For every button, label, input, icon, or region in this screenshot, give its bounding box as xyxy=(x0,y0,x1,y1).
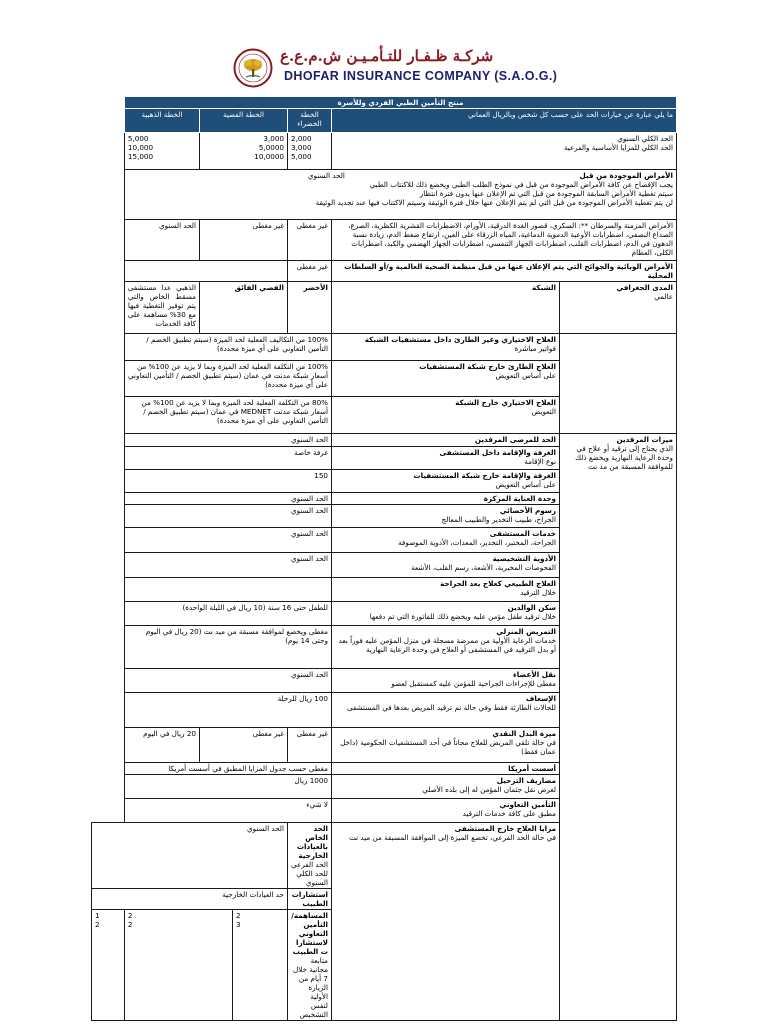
outpatient-limit-value: الحد السنوي xyxy=(92,823,288,889)
repatriation: مصاريف الترحيل لغرض نقل جثمان المؤمن له إلى بلده الأصلي xyxy=(332,775,560,799)
assist-america-value: مغطى حسب جدول المزايا المطبق في أسست أمريكا xyxy=(124,763,331,775)
plan-silver-values: 3,000 5,0000 10,0000 xyxy=(200,133,288,170)
doctor-consultations-value: حد العيادات الخارجية xyxy=(92,889,288,910)
cash-gold: 20 ريال في اليوم xyxy=(124,728,199,763)
cash-silver: غير مغطى xyxy=(200,728,288,763)
plan-green-header: الخطة الخضراء xyxy=(288,109,332,133)
elective-out-network: العلاج الاختياري خارج الشبكة التعويض xyxy=(332,397,560,434)
chronic-green: غير مغطى xyxy=(288,220,332,261)
geo-scope-cell: المدى الجغرافي عالمي xyxy=(560,282,677,334)
emergency-out-network: العلاج الطارئ خارج شبكة المستشفيات على أساس التعويض xyxy=(332,361,560,397)
assist-america: أسست أمريكا xyxy=(332,763,560,775)
table-title: منتج التأمين الطبي الفردي وللأسرة xyxy=(124,97,676,109)
copay-silver: 2 2 xyxy=(124,910,232,1021)
inpatient-benefits-cell: ميزات المرقدين الذي يحتاج إلى ترقيد أو علاج في وحدة الرعاية النهارية ويخضع ذلك للموافقة المسبقة من مد نت xyxy=(560,434,677,1021)
room-out-network: الغرفة والإقامة خارج شبكة المستشفيات على أساس التعويض xyxy=(332,470,560,493)
inpatient-limit-label: الحد للمرضى المرقدين xyxy=(332,434,560,447)
copay-green: 2 3 xyxy=(233,910,288,1021)
plan-gold-header: الخطة الذهبية xyxy=(124,109,199,133)
parent-accommodation-value: للطفل حتى 16 سنة (10 ريال في الليلة الواحدة) xyxy=(124,602,331,626)
benefits-table xyxy=(91,96,677,1021)
hospital-services: خدمات المستشفى الجراحة، المختبر، التخدير، المعدات، الأدوية الموصوفة xyxy=(332,528,560,553)
chronic-gold: الحد السنوي xyxy=(124,220,199,261)
company-logo-icon xyxy=(233,48,273,88)
epidemic-text: الأمراض الوبائية والجوائح التي يتم الإعلان عنها من قبل منظمة الصحية العالمية و/أو السلطات المحلية xyxy=(332,261,677,282)
annual-limit-label: الحد الكلي السنوي الحد الكلي للمزايا الأساسية والفرعية xyxy=(332,133,677,170)
elective-in-network: العلاج الاختياري وغير الطارئ داخل مستشفيات الشبكة فواتير مباشرة xyxy=(332,334,560,361)
outpatient-limit: الحد الخاص بالعيادات الخارجية الحد الفرعي للحد الكلي السنوي xyxy=(288,823,332,889)
copay-gold: 1 2 xyxy=(92,910,125,1021)
network-green: الأخضر xyxy=(288,282,332,334)
organ-transplant-value: الحد السنوي xyxy=(124,669,331,693)
elective-in-network-value: 100% من التكاليف الفعلية لحد الميزة (سيتم تطبيق الخصم / التأمين التعاوني على أي ميزة محددة) xyxy=(124,334,331,361)
icu-label: وحدة العناية المركزة xyxy=(332,493,560,505)
company-name-arabic: شركـة ظـفـار للتـأمـيـن ش.م.ع.ع xyxy=(280,47,494,65)
physiotherapy: العلاج الطبيعي كعلاج بعد الجراحة خلال الترقيد xyxy=(332,578,560,602)
ambulance: الإسعاف للحالات الطارئة فقط وفي حالة تم ترقيد المريض بعدها في المستشفى xyxy=(332,693,560,728)
network-label: الشبكة xyxy=(332,282,560,334)
room-out-network-value: 150 xyxy=(124,470,331,493)
repatriation-value: 1000 ريال xyxy=(124,775,331,799)
organ-transplant: نقل الأعضاء مغطى للإجراءات الجراحية للمؤمن عليه كمستقبل لعضو xyxy=(332,669,560,693)
plan-silver-header: الخطة الفضية xyxy=(200,109,288,133)
coinsurance: التأمين التعاوني مطبق على كافة خدمات الترقيد xyxy=(332,799,560,823)
network-gold: الذهبي عدا مستشفى مسقط الخاص والتي يتم توفير التغطية فيها مع 30% مساهمة على كافة الخدمات xyxy=(124,282,199,334)
letterhead xyxy=(0,42,768,92)
cash-benefit: ميزة البدل النقدي في حالة تلقي المريض للعلاج مجاناً في أحد المستشفيات الحكومية (داخل عمان فقط) xyxy=(332,728,560,763)
elective-out-network-value: 80% من التكلفة الفعلية لحد الميزة وبما لا يزيد عن 100% من أسعار شبكة مدنت MEDNET في عمان (سيتم تطبيق الخصم / التأمين التعاوني على أي ميزة محددة) xyxy=(124,397,331,434)
diagnostics: الأدوية التشخيصية الفحوصات المخبرية، الأشعة، رسم القلب، الأشعة xyxy=(332,553,560,578)
icu-value: الحد السنوي xyxy=(124,493,331,505)
table-subtitle: ما يلي عبارة عن خيارات الحد على حسب كل شخص وبالريال العماني xyxy=(332,109,677,133)
network-silver: الفضي الفائق xyxy=(200,282,288,334)
plan-gold-values: 5,000 10,000 15,000 xyxy=(124,133,199,170)
room-in-hospital: الغرفة والإقامة داخل المستشفى نوع الإقامة xyxy=(332,447,560,470)
preexisting-section: الأمراض الموجودة من قبل الحد السنوي يجب الإفصاح عن كافة الأمراض الموجودة من قبل في نموذج الطلب الطبي ويخضع ذلك للاكتتاب الطبي سيتم تغطية الأمراض السابقة الموجودة من قبل التي تم الإعلان عنها بدون فترة انتظار لن يتم تغطية الأمراض الموجودة من قبل التي لم يتم الإعلان عنها خلال فترة الوثيقة وسيتم الاكتتاب فيها عند تجديد الوثيقة xyxy=(124,170,676,220)
room-in-hospital-value: غرفة خاصة xyxy=(124,447,331,470)
specialist-fees-value: الحد السنوي xyxy=(124,505,331,528)
chronic-conditions-text: الأمراض المزمنة والسرطان **: السكري، قصور الغدة الدرقية، الأورام، الاضطرابات القشرية الكظرية، الصرع، الصداع النصفي، اضطرابات الأوعية الدموية الدماغية، المياه الزرقاء على العين، ارتفاع ضغط الدم، زيادة نسبة الدهون في الدم، اضطرابات القلب، اضطرابات الجهاز التنفسي، اضطرابات الجهاز الهضمي والكبد، اضطرابات الكلى، العظام xyxy=(332,220,677,261)
inpatient-limit-value: الحد السنوي xyxy=(124,434,331,447)
hospital-services-value: الحد السنوي xyxy=(124,528,331,553)
parent-accommodation: سكن الوالدين خلال ترقيد طفل مؤمن عليه ويخضع ذلك للفاتورة التي تم دفعها xyxy=(332,602,560,626)
specialist-fees: رسوم الأخصائي الجراح، طبيب التخدير والطبيب المعالج xyxy=(332,505,560,528)
chronic-silver: غير مغطى xyxy=(200,220,288,261)
ambulance-value: 100 ريال للرحلة xyxy=(124,693,331,728)
plan-green-values: 2,000 3,000 5,000 xyxy=(288,133,332,170)
coinsurance-value: لا شيء xyxy=(124,799,331,823)
emergency-out-network-value: 100% من التكلفة الفعلية لحد الميزة وبما لا يزيد عن 100% من أسعار شبكة مدنت في عمان (سيتم تطبيق الخصم / التأمين التعاوني على أي ميزة محددة) xyxy=(124,361,331,397)
company-name-english: DHOFAR INSURANCE COMPANY (S.A.O.G.) xyxy=(284,69,558,83)
outpatient-benefits-cell: مزايا العلاج خارج المستشفى في حالة الحد الفرعي، تخضع الميزة إلى الموافقة المسبقة من ميد نت xyxy=(332,823,560,1021)
home-nursing: التمريض المنزلي خدمات الرعاية الأولية من ممرضة مسجلة في منزل المؤمن عليه فوراً بعد أو بدل الترقيد في المستشفى أو العلاج في وحدة الرعاية النهارية xyxy=(332,626,560,669)
copay-consultations: المساهمة/ التأمين التعاوني لاستشارات الطبيب متابعة مجانية خلال 7 أيام من الزيارة الأولية لنفس التشخيص xyxy=(288,910,332,1021)
doctor-consultations: استشارات الطبيب xyxy=(288,889,332,910)
cash-green: غير مغطى xyxy=(288,728,332,763)
diagnostics-value: الحد السنوي xyxy=(124,553,331,578)
epidemic-green: غير مغطى xyxy=(288,261,332,282)
home-nursing-value: مغطى ويخضع لموافقة مسبقة من ميد نت (20 ريال في اليوم وحتى 14 يوم) xyxy=(124,626,331,669)
